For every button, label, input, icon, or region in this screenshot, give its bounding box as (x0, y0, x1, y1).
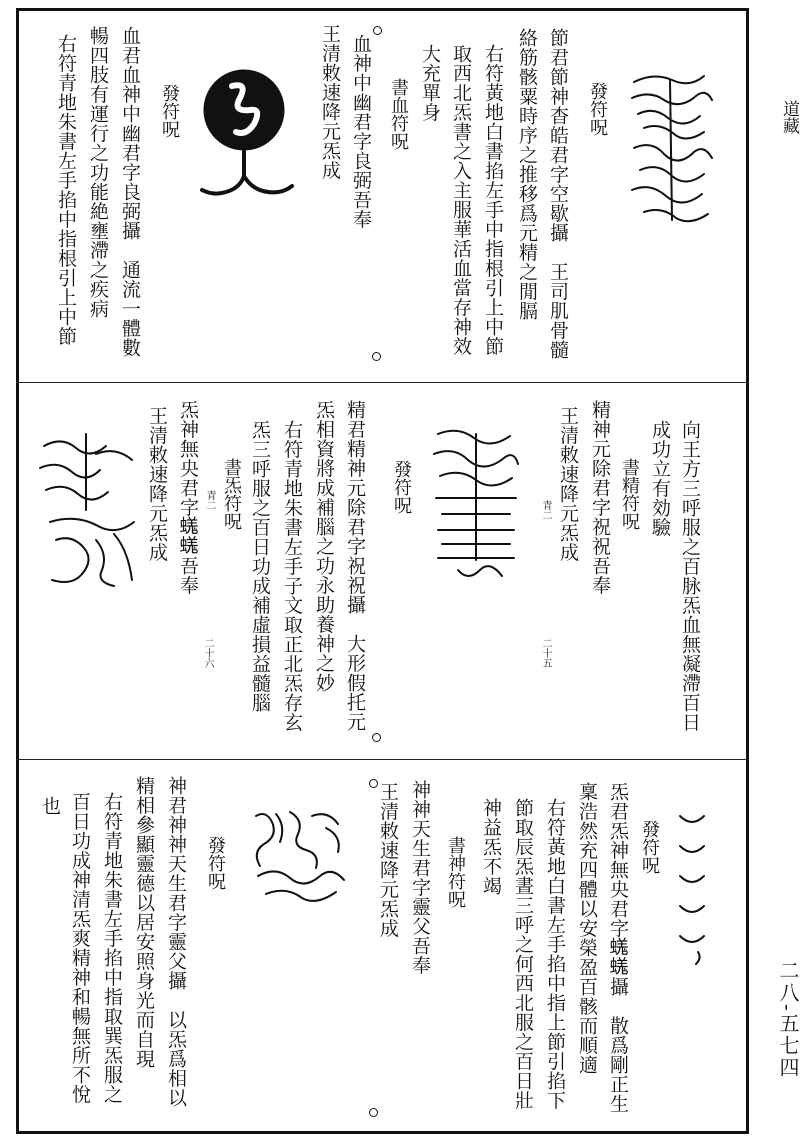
heading-fa-fu-zhou: 發符呪 (159, 84, 180, 138)
text-line: 王清敕速降元炁成 (557, 406, 579, 562)
text-line: 精君精神元除君字祝祝攝 大形假托元 (344, 400, 366, 732)
text-line: 絡筋骸粟時序之推移爲元精之閒膈 (516, 28, 538, 321)
heading-shu-qi-fu-zhou: 書炁符呪 (221, 458, 242, 530)
text-line: 節取辰炁晝三呼之何西北服之百日壯 (512, 798, 534, 1110)
text-line: 王清敕速降元炁成 (377, 782, 399, 938)
text-line: 向王方三呼服之百脉炁血無凝滯百日 (679, 420, 701, 732)
panel-divider-top (16, 382, 749, 383)
text-line: 也 (39, 796, 61, 816)
text-line: 稟浩然充四體以安榮盈百骸而順適 (576, 782, 598, 1075)
heading-fa-fu-zhou: 發符呪 (587, 82, 608, 136)
page-number: 二八-五七四 (776, 960, 800, 1079)
talisman-seal (624, 70, 716, 230)
circle-mark (369, 1108, 378, 1117)
panel-divider-bottom (16, 759, 749, 760)
text-line: 節君節神杳皓君字空歇攝 王司肌骨髓 (547, 28, 569, 360)
text-line: 右符黃地白書掐左手中指根引上中節 (482, 44, 504, 356)
heading-shu-jing-fu-zhou: 書精符呪 (619, 458, 640, 530)
text-line: 炁三呼服之百日功成補虛損益髓腦 (249, 420, 271, 713)
text-line: 大充單身 (419, 44, 441, 122)
text-line: 炁君炁神無央君字𧏙𧏙攝 散爲剛正生 (607, 782, 629, 1114)
text-line: 神神天生君字靈父吾奉 (409, 780, 431, 975)
heading-fa-fu-zhou: 發符呪 (639, 820, 660, 874)
text-line: 神君神神天生君字靈父攝 以炁爲相以 (165, 776, 187, 1108)
heading-fa-fu-zhou: 發符呪 (205, 836, 226, 890)
heading-shu-shen-fu-zhou: 書神符呪 (445, 836, 466, 908)
text-line: 右符青地朱書左手掐中指取巽炁服之 (101, 792, 123, 1104)
text-line: 百日功成神清炁爽精神和暢無所不悅 (69, 792, 91, 1104)
small-note: 青二 (540, 500, 551, 520)
page-mark: 二十六 (202, 638, 213, 668)
talisman-seal (428, 420, 524, 590)
talisman-seal (672, 806, 712, 966)
text-line: 血君血神中幽君字良弼攝 通流一體數 (119, 26, 141, 358)
talisman-seal (196, 64, 296, 204)
text-line: 取西北炁書之入主服華活血當存神效 (450, 44, 472, 356)
text-line: 右符青地朱書左手子文取正北炁存玄 (281, 420, 303, 732)
text-line: 神益炁不竭 (480, 798, 502, 896)
circle-mark (369, 779, 378, 788)
text-line: 成功立有効驗 (649, 420, 671, 537)
text-line: 精神元除君字祝祝吾奉 (589, 400, 611, 595)
text-line: 王清敕速降元炁成 (146, 406, 168, 562)
text-line: 炁相資將成補腦之功永助養神之妙 (313, 400, 335, 693)
circle-mark (372, 733, 381, 742)
collection-title: 道藏 (779, 100, 799, 134)
heading-fa-fu-zhou: 發符呪 (391, 460, 412, 514)
text-line: 王清敕速降元炁成 (319, 24, 341, 180)
text-line: 炁神無央君字𧏙𧏙吾奉 (177, 400, 199, 595)
small-note: 青二 (204, 490, 215, 510)
circle-mark (372, 352, 381, 361)
heading-shu-xue-fu-zhou: 書血符呪 (388, 78, 409, 150)
text-line: 右符黃地白書左手掐中指上節引掐下 (544, 798, 566, 1110)
circle-mark (373, 26, 382, 35)
talisman-seal (246, 806, 352, 906)
text-line: 暢四肢有運行之功能絶壅滯之疾病 (87, 26, 109, 319)
text-line: 右符青地朱書左手掐中指根引上中節 (55, 34, 77, 346)
text-line: 血神中幽君字良弼吾奉 (350, 34, 372, 229)
text-line: 精相參顯靈德以居安照身光而自現 (133, 776, 155, 1069)
page-mark: 二十五 (540, 638, 551, 668)
talisman-seal (36, 430, 140, 590)
